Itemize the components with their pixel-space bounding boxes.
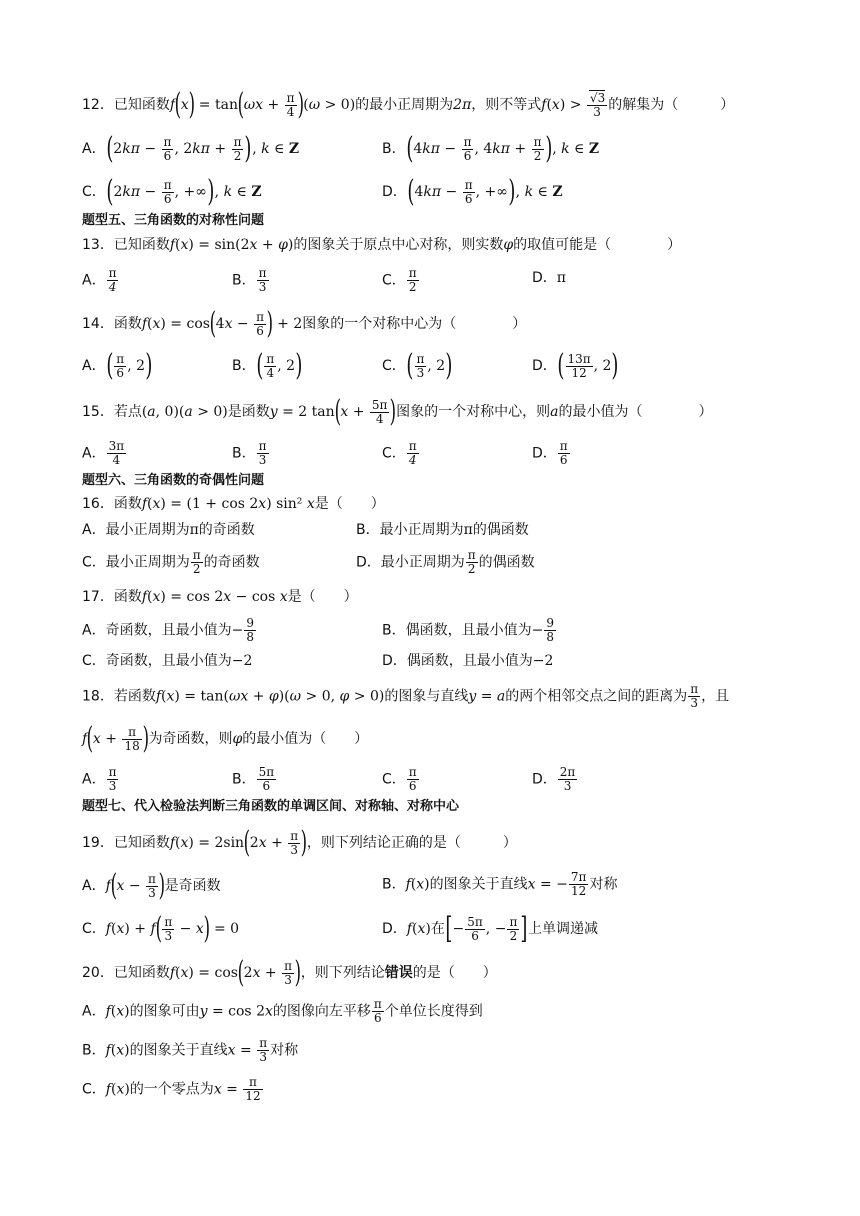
option-18c: C． $\frac{\pi}{6}$ bbox=[382, 765, 417, 793]
option-17b: B．偶函数，且最小值为− $\frac{9}{8}$ bbox=[382, 616, 554, 644]
section-heading-5: 题型五、三角函数的对称性问题 bbox=[82, 213, 265, 228]
question-17: 17．函数f(x) = cos 2x − cos x是（ ） bbox=[82, 589, 358, 605]
option-16d: D．最小正周期为 $\frac{\pi}{2}$ 的偶函数 bbox=[356, 548, 535, 576]
option-18d: D． $\frac{2\pi}{3}$ bbox=[532, 765, 576, 793]
question-13: 13．已知函数f(x) = sin(2x + φ)的图象关于原点中心对称，则实数φ的取值可能是（ ） bbox=[82, 237, 682, 253]
option-17d: D．偶函数，且最小值为−2 bbox=[382, 653, 554, 669]
question-16: 16．函数f(x) = (1 + cos 2x) sin² x是（ ） bbox=[82, 496, 385, 512]
option-16c: C．最小正周期为 $\frac{\pi}{2}$ 的奇函数 bbox=[82, 548, 260, 576]
option-19c: C．f(x) + f( $\frac{\pi}{3}$ − x) = 0 bbox=[82, 911, 240, 946]
option-12b: B．(4kπ − $\frac{\pi}{6}$ , 4kπ + $\frac{\pi}{2}$ ), k ∈ Z bbox=[382, 131, 600, 166]
option-15b: B． $\frac{\pi}{3}$ bbox=[232, 439, 267, 467]
option-13d: D．π bbox=[532, 270, 566, 286]
question-20: 20．已知函数f(x) = cos(2x + $\frac{\pi}{3}$ )，则下列结论错误的是（ ） bbox=[82, 955, 497, 990]
question-19: 19．已知函数f(x) = 2sin(2x + $\frac{\pi}{3}$ )，则下列结论正确的是（ ） bbox=[82, 825, 517, 860]
option-13a: A． $\frac{\pi}{4}$ bbox=[82, 266, 117, 294]
option-15c: C． $\frac{\pi}{4}$ bbox=[382, 439, 417, 467]
question-number: 12 bbox=[82, 97, 100, 113]
option-16a: A．最小正周期为π的奇函数 bbox=[82, 522, 255, 538]
option-19d: D．f(x)在[− $\frac{5\pi}{6}$ , − $\frac{\pi}{2}$ ]上单调递减 bbox=[382, 911, 599, 946]
option-20a: A．f(x)的图象可由y = cos 2x的图像向左平移 $\frac{\pi}{6}$ 个单位长度得到 bbox=[82, 997, 483, 1025]
question-15: 15．若点(a, 0)(a > 0)是函数y = 2 tan(x + $\frac{5\pi}{4}$ )图象的一个对称中心，则a的最小值为（ ） bbox=[82, 394, 713, 429]
option-20b: B．f(x)的图象关于直线x = $\frac{\pi}{3}$ 对称 bbox=[82, 1036, 299, 1064]
option-19b: B．f(x)的图象关于直线x = − $\frac{7\pi}{12}$ 对称 bbox=[382, 870, 618, 898]
option-17a: A．奇函数，且最小值为− $\frac{9}{8}$ bbox=[82, 616, 254, 644]
option-20c: C．f(x)的一个零点为x = $\frac{\pi}{12}$ bbox=[82, 1075, 261, 1103]
option-14c: C．( $\frac{\pi}{3}$ , 2) bbox=[382, 348, 453, 383]
option-14a: A．( $\frac{\pi}{6}$ , 2) bbox=[82, 348, 153, 383]
question-18: 18．若函数f(x) = tan(ωx + φ)(ω > 0, φ > 0)的图象与直线y = a的两个相邻交点之间的距离为 $\frac{\pi}{3}$ ，且 bbox=[82, 682, 730, 710]
option-17c: C．奇函数，且最小值为−2 bbox=[82, 653, 253, 669]
question-18-line2: f(x + $\frac{\pi}{18}$ )为奇函数，则φ的最小值为（ ） bbox=[82, 721, 369, 756]
question-12: 12．已知函数f(x) = tan(ωx + $\frac{\pi}{4}$ )(ω > 0)的最小正周期为2π，则不等式f(x) > $\frac{√3}{3}$ 的解集为（ ） bbox=[82, 87, 735, 122]
option-18a: A． $\frac{\pi}{3}$ bbox=[82, 765, 117, 793]
option-13b: B． $\frac{\pi}{3}$ bbox=[232, 266, 267, 294]
option-14d: D．( $\frac{13\pi}{12}$ , 2) bbox=[532, 348, 619, 383]
option-13c: C． $\frac{\pi}{2}$ bbox=[382, 266, 417, 294]
question-14: 14．函数f(x) = cos(4x − $\frac{\pi}{6}$ ) + 2图象的一个对称中心为（ ） bbox=[82, 306, 527, 341]
section-heading-7: 题型七、代入检验法判断三角函数的单调区间、对称轴、对称中心 bbox=[82, 799, 460, 814]
option-16b: B．最小正周期为π的偶函数 bbox=[356, 522, 529, 538]
option-12d: D．(4kπ − $\frac{\pi}{6}$ , +∞), k ∈ Z bbox=[382, 174, 563, 209]
option-19a: A．f(x − $\frac{\pi}{3}$ )是奇函数 bbox=[82, 868, 221, 903]
option-12c: C．(2kπ − $\frac{\pi}{6}$ , +∞), k ∈ Z bbox=[82, 174, 262, 209]
option-15d: D． $\frac{\pi}{6}$ bbox=[532, 439, 568, 467]
section-heading-6: 题型六、三角函数的奇偶性问题 bbox=[82, 473, 265, 488]
option-15a: A． $\frac{3\pi}{4}$ bbox=[82, 439, 125, 467]
option-12a: A．(2kπ − $\frac{\pi}{6}$ , 2kπ + $\frac{\pi}{2}$ ), k ∈ Z bbox=[82, 131, 300, 166]
option-18b: B． $\frac{5\pi}{6}$ bbox=[232, 765, 275, 793]
option-14b: B．( $\frac{\pi}{4}$ , 2) bbox=[232, 348, 303, 383]
